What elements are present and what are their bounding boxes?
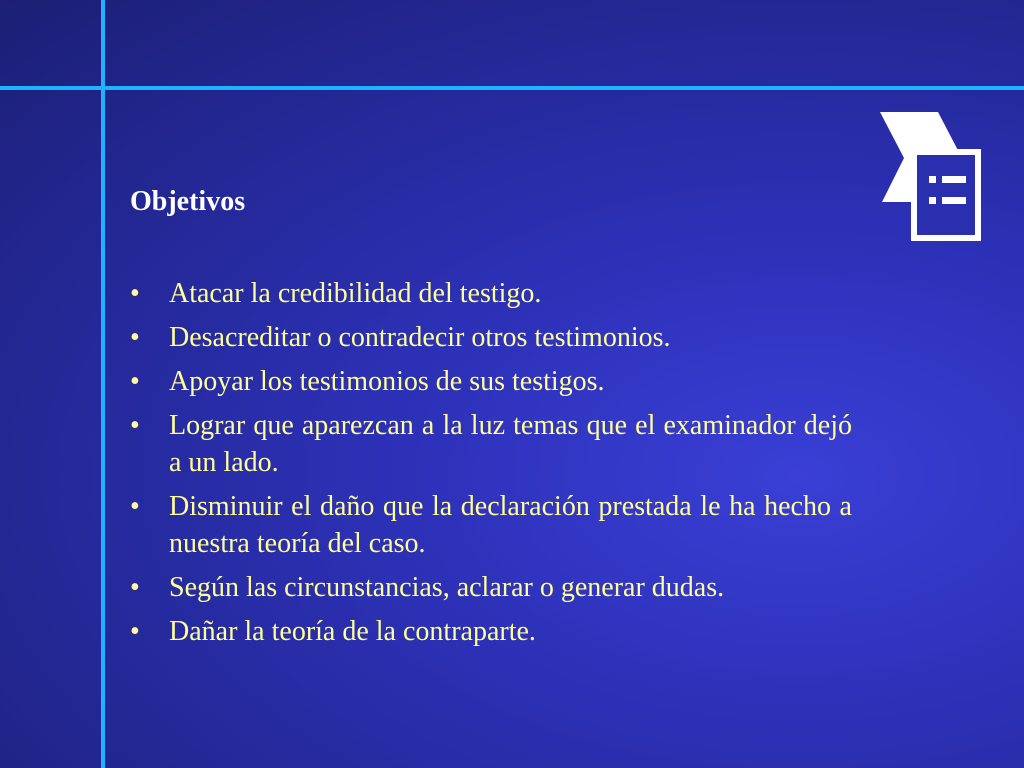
slide-title: Objetivos (130, 186, 246, 217)
bullet-text: Disminuir el daño que la declaración prestada le ha hecho a nuestra teoría del caso. (169, 491, 852, 559)
document-list-icon (876, 108, 984, 244)
bullet-text: Dañar la teoría de la contraparte. (169, 616, 536, 647)
bullet-marker: • (130, 616, 140, 647)
bullet-item (130, 613, 852, 650)
bullet-text: Desacreditar o contradecir otros testimonios. (169, 322, 671, 353)
bullet-item (130, 363, 852, 400)
bullet-marker: • (130, 491, 140, 522)
bullet-marker: • (130, 572, 140, 603)
bullet-list (130, 275, 852, 650)
bullet-text: Lograr que aparezcan a la luz temas que el examinador dejó a un lado. (169, 410, 852, 478)
bullet-item (130, 407, 852, 481)
bullet-item (130, 275, 852, 312)
bullet-item (130, 569, 852, 606)
bullet-marker: • (130, 366, 140, 397)
bullet-item (130, 319, 852, 356)
bullet-marker: • (130, 410, 140, 441)
bullet-marker: • (130, 322, 140, 353)
bullet-text: Según las circunstancias, aclarar o generar dudas. (169, 572, 725, 603)
slide-content (130, 183, 852, 657)
bullet-marker: • (130, 278, 140, 309)
bullet-text: Atacar la credibilidad del testigo. (169, 278, 542, 309)
bullet-item (130, 488, 852, 562)
bullet-text: Apoyar los testimonios de sus testigos. (169, 366, 605, 397)
vertical-rule (101, 0, 105, 768)
horizontal-rule (0, 86, 1024, 90)
